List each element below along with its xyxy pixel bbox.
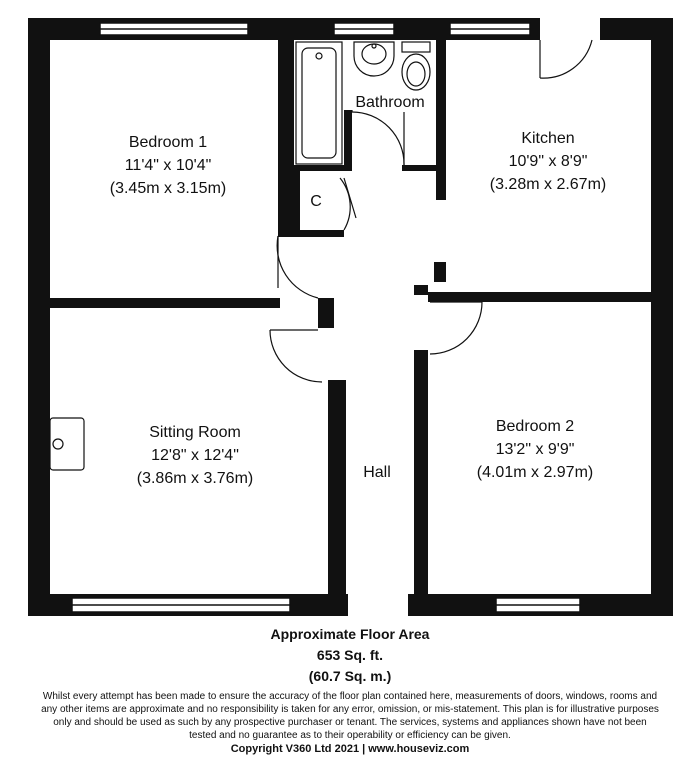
bedroom1-name: Bedroom 1 bbox=[128, 134, 208, 151]
sitting-room-imperial: 12'8" x 12'4" bbox=[151, 447, 239, 464]
bedroom2-imperial: 13'2" x 9'9" bbox=[495, 441, 575, 458]
bedroom1-metric: (3.45m x 3.15m) bbox=[109, 180, 227, 197]
fireplace-icon bbox=[50, 418, 84, 470]
copyright: Copyright V360 Ltd 2021 | www.houseviz.com bbox=[230, 743, 470, 755]
bath-icon bbox=[296, 42, 342, 164]
bedroom2-metric: (4.01m x 2.97m) bbox=[476, 464, 594, 481]
kitchen-name: Kitchen bbox=[521, 130, 575, 147]
doors bbox=[270, 40, 592, 382]
toilet-icon bbox=[402, 42, 430, 52]
area-sqft: 653 Sq. ft. bbox=[316, 647, 384, 663]
area-sqm: (60.7 Sq. m.) bbox=[308, 668, 392, 684]
sitting-room-metric: (3.86m x 3.76m) bbox=[136, 470, 254, 487]
bedroom2-name: Bedroom 2 bbox=[495, 418, 575, 435]
hall-name: Hall bbox=[363, 464, 391, 481]
sink-icon bbox=[354, 42, 394, 76]
bathroom-name: Bathroom bbox=[355, 94, 425, 111]
internal-walls bbox=[50, 40, 651, 594]
bedroom1-imperial: 11'4" x 10'4" bbox=[124, 157, 212, 174]
disclaimer: Whilst every attempt has been made to ensure the accuracy of the floor plan contained here, measurements of doors, windows, rooms and any other items are approximate and no responsibility is taken for any error, omission, or mis-statement. This plan is for illustrative purposes only and should be used as such by any prospective purchaser or tenant. The services, systems and appliances shown have not been tested and no guarantee as to their operability or efficiency can be given. bbox=[41, 691, 659, 741]
cupboard-name: C bbox=[310, 193, 322, 210]
kitchen-metric: (3.28m x 2.67m) bbox=[489, 176, 607, 193]
area-title: Approximate Floor Area bbox=[270, 626, 430, 642]
sitting-room-name: Sitting Room bbox=[149, 424, 241, 441]
outer-walls bbox=[28, 18, 673, 616]
kitchen-imperial: 10'9" x 8'9" bbox=[508, 153, 588, 170]
